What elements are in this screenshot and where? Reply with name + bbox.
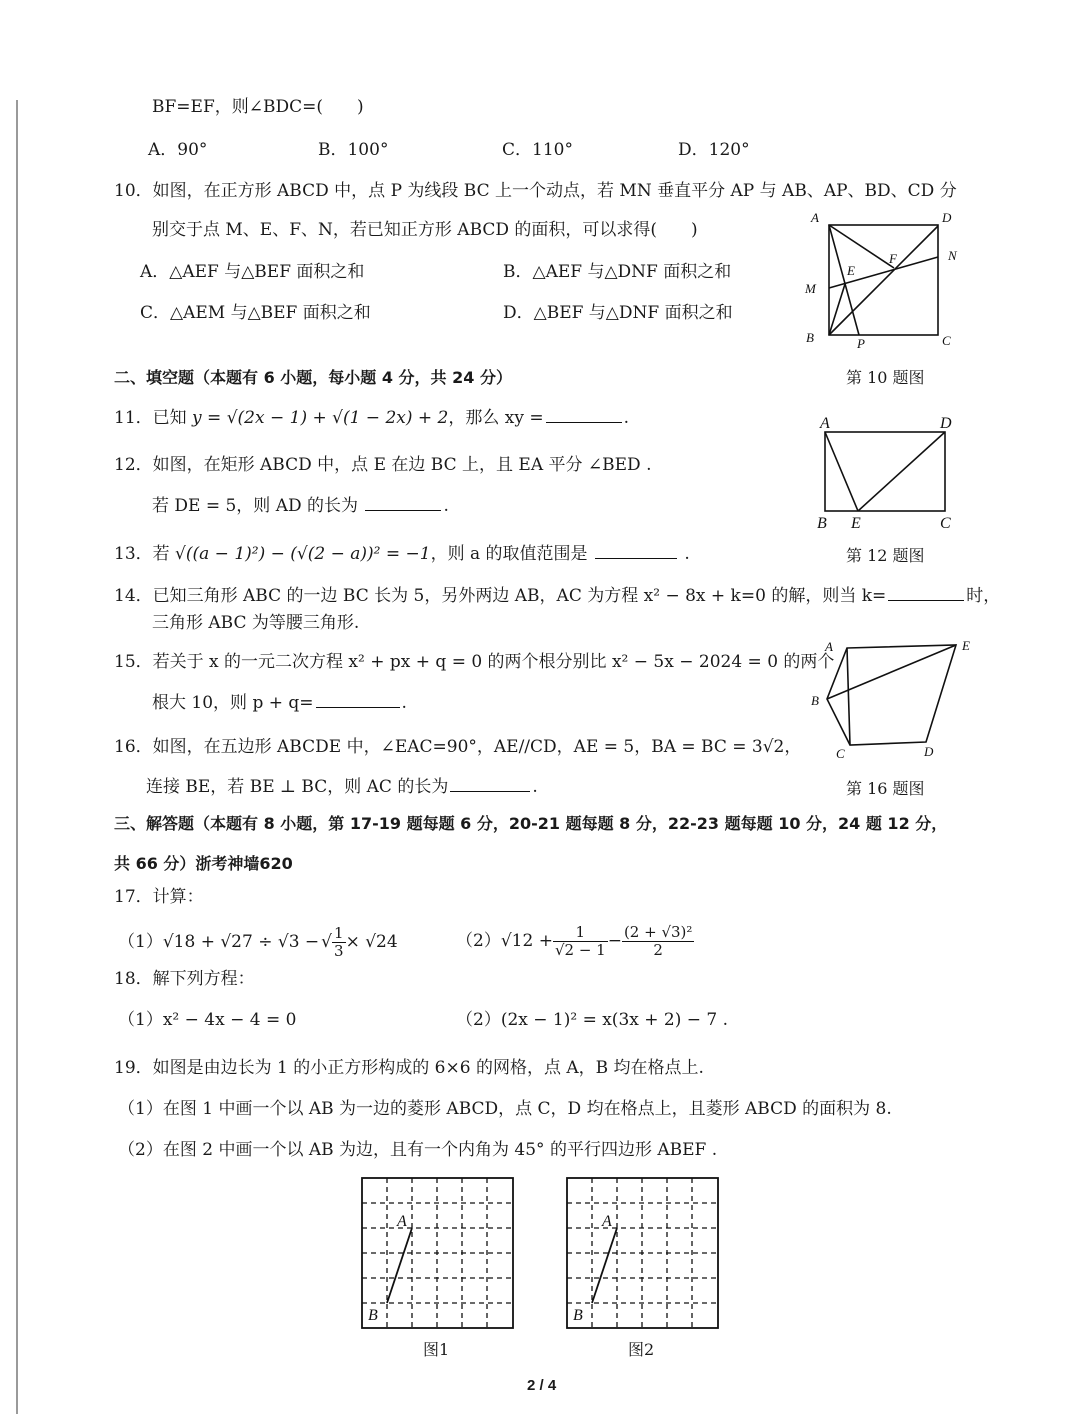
- section2-heading: 二、填空题（本题有 6 小题，每小题 4 分，共 24 分）: [114, 368, 512, 387]
- q19-fig2-label-b: B: [573, 1307, 583, 1324]
- q13-answer-blank[interactable]: [595, 544, 677, 559]
- q11-stem: [114, 407, 629, 429]
- section3-heading-line2: 共 66 分）浙考神墙620: [114, 854, 293, 873]
- q10-stem-line2: 别交于点 M、E、F、N，若已知正方形 ABCD 的面积，可以求得( ): [152, 220, 698, 240]
- q11-suffix: ，那么 xy =: [448, 408, 544, 428]
- q17-part2-frac1-den: √2 − 1: [554, 940, 606, 959]
- q17-part1-frac-den: 3: [334, 941, 344, 960]
- q17-part1-label: （1）: [118, 932, 163, 952]
- q17-part1-expr-a: √18 + √27 ÷ √3 −: [162, 932, 320, 952]
- q16-label-b: B: [811, 693, 819, 708]
- page-number: 2 / 4: [527, 1377, 557, 1394]
- q17-title: 17．计算：: [114, 887, 204, 907]
- q10-label-a: A: [811, 210, 819, 225]
- q15-answer-blank[interactable]: [316, 693, 400, 708]
- q17-part2-fraction2: [622, 924, 694, 959]
- q9-option-a: A．90°: [148, 140, 208, 160]
- q9-option-c: C．110°: [502, 140, 573, 160]
- q12-label-d: D: [940, 415, 952, 432]
- q19-fig2-label-a: A: [602, 1213, 612, 1230]
- q12-label-e: E: [851, 515, 861, 532]
- q17-part2-frac2-den: 2: [653, 940, 663, 959]
- q16-label-e: E: [962, 638, 970, 653]
- q12-figure-caption: 第 12 题图: [846, 546, 925, 565]
- q14-stem-line1: [114, 585, 1000, 607]
- q10-option-b: B．△AEF 与△DNF 面积之和: [503, 262, 732, 282]
- q17-part2-fraction1: [553, 924, 608, 959]
- q10-label-m: M: [805, 281, 816, 296]
- q11-answer-blank[interactable]: [546, 408, 622, 423]
- q18-part1: （1）x² − 4x − 4 = 0: [118, 1010, 297, 1030]
- q17-part2-minus: −: [607, 931, 622, 951]
- q13-end: .: [684, 544, 690, 564]
- q10-option-c: C．△AEM 与△BEF 面积之和: [140, 303, 371, 323]
- q11-prefix: 11．已知: [114, 408, 193, 428]
- q17-part2-frac2-num: (2 + √3)²: [623, 922, 693, 941]
- q17-part2: [456, 918, 694, 964]
- q10-figure-caption: 第 10 题图: [846, 368, 925, 387]
- q15-stem-line2: [152, 692, 407, 714]
- q12-figure: [800, 405, 970, 535]
- q12-label-a: A: [820, 415, 830, 432]
- q17-part1: （1） √18 + √27 ÷ √3 − √ $\frac{1}{3}$ × √24: [118, 923, 398, 960]
- q12-answer-blank[interactable]: [365, 496, 441, 511]
- q13-prefix: 13．若: [114, 544, 176, 564]
- q19-grid-figure-2: [560, 1170, 730, 1335]
- q10-stem-line1: 10．如图，在正方形 ABCD 中，点 P 为线段 BC 上一个动点，若 MN 垂直平分 AP 与 AB、AP、BD、CD 分: [114, 181, 957, 201]
- q10-label-f: F: [889, 251, 897, 266]
- q13-stem: [114, 543, 690, 565]
- q16-prefix: 连接 BE，若 BE ⊥ BC，则 AC 的长为: [146, 777, 449, 797]
- q9-stem-tail: BF=EF，则∠BDC=( ): [152, 97, 364, 117]
- q17-part2-expr-a: √12 +: [500, 931, 553, 951]
- q16-figure: [790, 630, 980, 770]
- q16-label-a: A: [825, 639, 833, 654]
- q17-part2-frac1-num: 1: [553, 924, 608, 942]
- q15-stem-line1: 15．若关于 x 的一元二次方程 x² + px + q = 0 的两个根分别比 x² − 5x − 2024 = 0 的两个: [114, 652, 835, 672]
- q13-suffix: ，则 a 的取值范围是: [430, 544, 588, 564]
- q16-answer-blank[interactable]: [450, 777, 530, 792]
- q11-end: .: [623, 408, 630, 428]
- q10-label-p: P: [857, 336, 865, 351]
- q19-fig2-caption: 图2: [628, 1340, 655, 1359]
- q19-grid-figure-1: [355, 1170, 525, 1335]
- q12-end: .: [443, 496, 449, 516]
- q18-part2: （2）(2x − 1)² = x(3x + 2) − 7 .: [456, 1010, 729, 1030]
- q16-stem-line2: [146, 776, 538, 798]
- q12-stem-line1: 12．如图，在矩形 ABCD 中，点 E 在边 BC 上，且 EA 平分 ∠BED .: [114, 455, 652, 475]
- q16-figure-caption: 第 16 题图: [846, 779, 925, 798]
- q10-label-c: C: [942, 333, 951, 348]
- q10-label-d: D: [942, 210, 952, 225]
- q19-fig1-label-b: B: [368, 1307, 378, 1324]
- q10-option-a: A．△AEF 与△BEF 面积之和: [140, 262, 365, 282]
- q17-part1-frac-num: 1: [334, 923, 344, 942]
- q19-fig1-label-a: A: [397, 1213, 407, 1230]
- q11-expression: y = √(2x − 1) + √(1 − 2x) + 2: [192, 408, 449, 428]
- q10-label-e: E: [847, 263, 855, 278]
- q14-answer-blank[interactable]: [888, 586, 964, 601]
- q16-label-c: C: [836, 746, 845, 761]
- q12-label-b: B: [817, 515, 827, 532]
- q13-expression: √((a − 1)²) − (√(2 − a))² = −1: [175, 544, 431, 564]
- q16-stem-line1: 16．如图，在五边形 ABCDE 中，∠EAC=90°，AE//CD，AE = 5，BA = BC = 3√2，: [114, 737, 802, 757]
- q10-label-b: B: [806, 330, 814, 345]
- section3-heading-line1: 三、解答题（本题有 8 小题，第 17-19 题每题 6 分，20-21 题每题 8 分，22-23 题每题 10 分，24 题 12 分，: [114, 814, 948, 833]
- q17-part1-expr-b: × √24: [345, 932, 398, 952]
- q9-option-b: B．100°: [318, 140, 389, 160]
- q12-stem-line2: [152, 495, 449, 517]
- q10-label-n: N: [948, 248, 957, 263]
- q19-stem: 19．如图是由边长为 1 的小正方形构成的 6×6 的网格，点 A，B 均在格点上.: [114, 1058, 704, 1078]
- q19-part2: （2）在图 2 中画一个以 AB 为边，且有一个内角为 45° 的平行四边形 ABEF .: [118, 1140, 718, 1160]
- q14-stem-line2: 三角形 ABC 为等腰三角形.: [152, 613, 360, 633]
- q15-end: .: [401, 693, 407, 713]
- page-margin-line: [16, 100, 18, 1414]
- q17-part1-fraction: [332, 925, 346, 960]
- q14-prefix: 14．已知三角形 ABC 的一边 BC 长为 5，另外两边 AB，AC 为方程 x² − 8x + k=0 的解，则当 k=: [114, 586, 887, 606]
- q19-fig1-caption: 图1: [423, 1340, 450, 1359]
- q12-prefix: 若 DE = 5，则 AD 的长为: [152, 496, 359, 516]
- q10-option-d: D．△BEF 与△DNF 面积之和: [503, 303, 733, 323]
- q14-suffix: 时，: [966, 586, 1001, 606]
- q16-label-d: D: [924, 744, 934, 759]
- q17-part2-label: （2）: [456, 931, 501, 951]
- q19-part1: （1）在图 1 中画一个以 AB 为一边的菱形 ABCD，点 C，D 均在格点上，且菱形 ABCD 的面积为 8.: [118, 1099, 892, 1119]
- q18-title: 18．解下列方程：: [114, 969, 255, 989]
- q10-figure: [790, 200, 980, 360]
- q9-option-d: D．120°: [678, 140, 750, 160]
- q16-end: .: [532, 777, 538, 797]
- q12-label-c: C: [940, 515, 951, 532]
- q15-prefix: 根大 10，则 p + q=: [152, 693, 314, 713]
